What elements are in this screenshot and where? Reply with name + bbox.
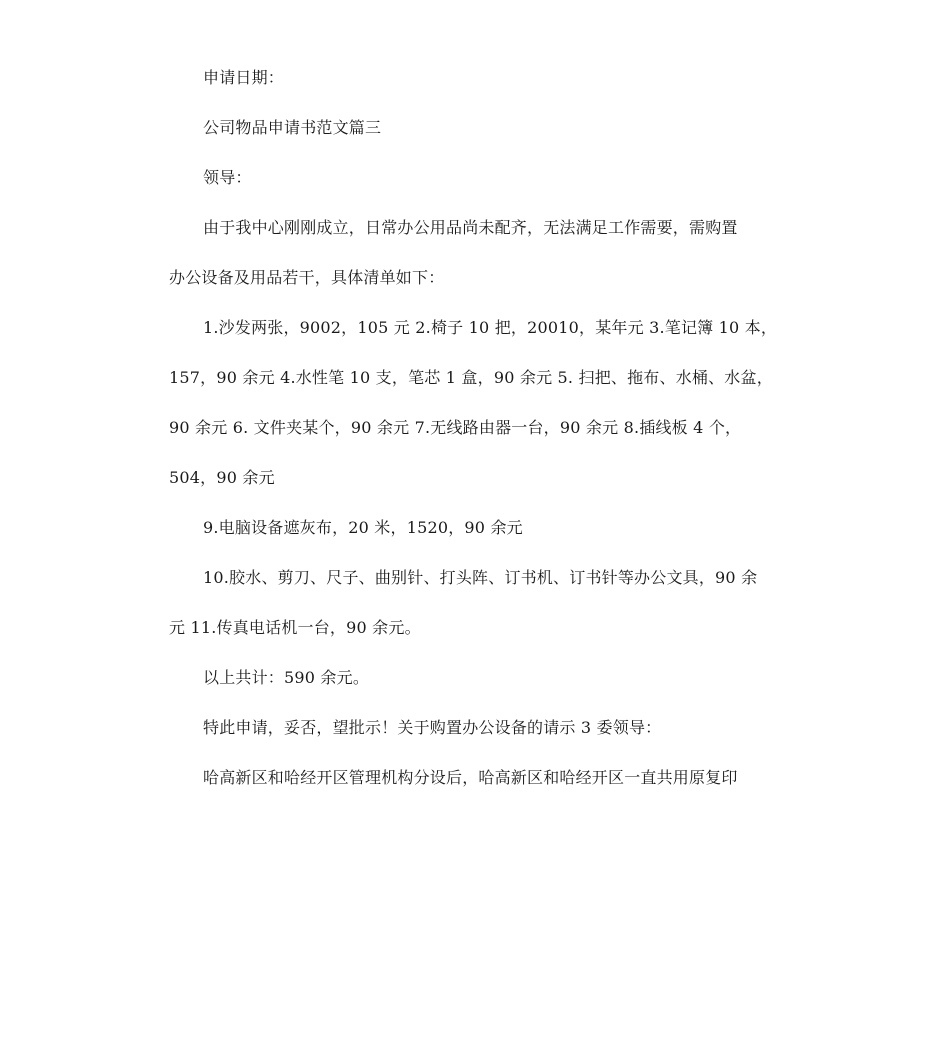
total-line: 以上共计：590 余元。: [203, 668, 370, 687]
paragraph-line: 办公设备及用品若干，具体清单如下：: [169, 268, 445, 287]
paragraph-line: 由于我中心刚刚成立，日常办公用品尚未配齐，无法满足工作需要，需购置: [203, 218, 738, 237]
item-list-line: 元 11.传真电话机一台，90 余元。: [169, 618, 421, 637]
item-list-line: 90 余元 6. 文件夹某个，90 余元 7.无线路由器一台，90 余元 8.插线板 4 个，: [169, 418, 742, 437]
item-list-line: 157，90 余元 4.水性笔 10 支，笔芯 1 盒，90 余元 5. 扫把、拖布、水桶、水盆，: [169, 368, 773, 387]
application-date-label: 申请日期：: [203, 68, 285, 87]
item-list-line: 10.胶水、剪刀、尺子、曲别针、打头阵、订书机、订书针等办公文具，90 余: [203, 568, 758, 587]
closing-line: 特此申请，妥否，望批示！关于购置办公设备的请示 3 委领导：: [203, 718, 662, 737]
paragraph-line: 哈高新区和哈经开区管理机构分设后，哈高新区和哈经开区一直共用原复印: [203, 768, 738, 787]
item-list-line: 504，90 余元: [169, 468, 275, 487]
salutation: 领导：: [203, 168, 252, 187]
section-title: 公司物品申请书范文篇三: [203, 118, 382, 137]
item-list-line: 1.沙发两张，9002，105 元 2.椅子 10 把，20010，某年元 3.笔记簿 10 本，: [203, 318, 778, 337]
item-list-line: 9.电脑设备遮灰布，20 米，1520，90 余元: [203, 518, 523, 537]
